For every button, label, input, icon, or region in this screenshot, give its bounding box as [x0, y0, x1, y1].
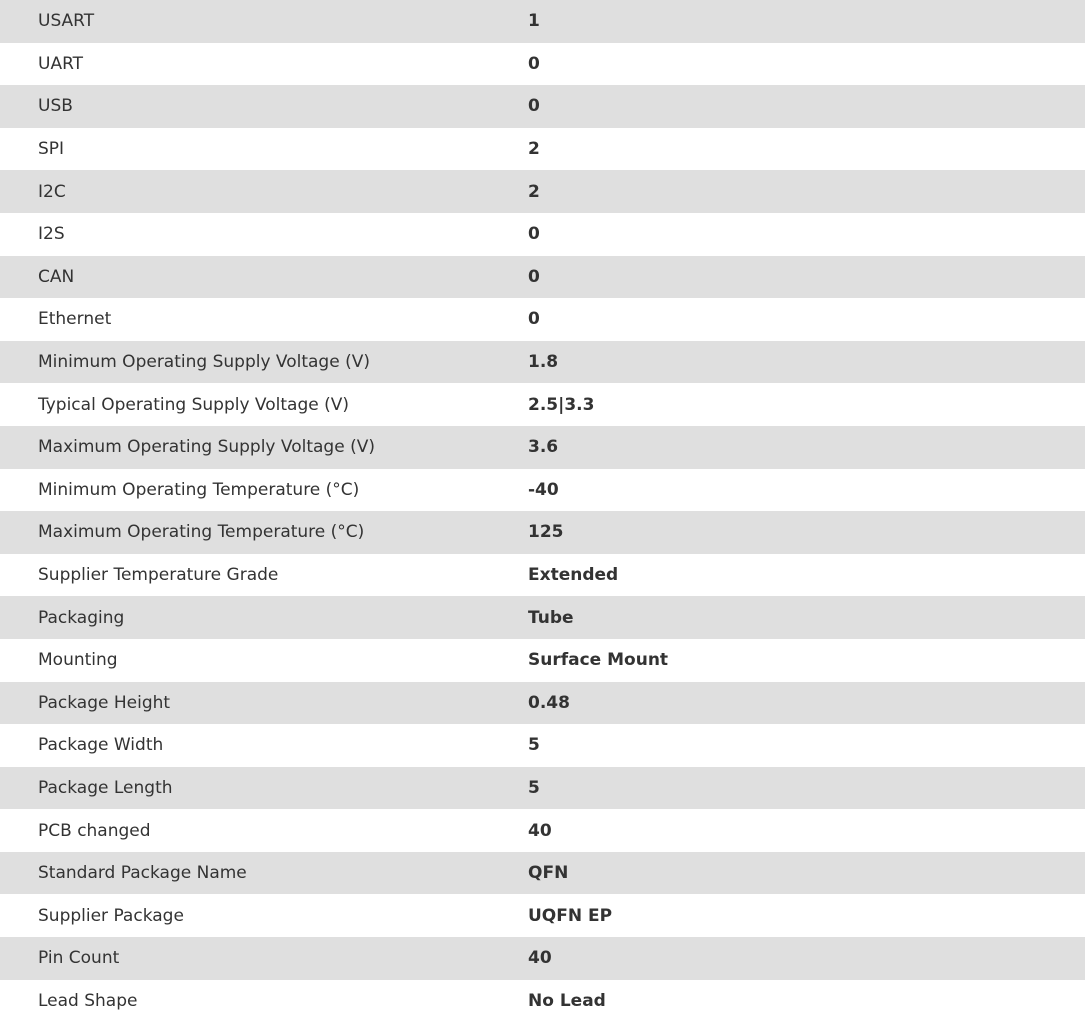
spec-value: 5 [528, 735, 540, 756]
spec-label: UART [38, 53, 84, 74]
spec-label: Standard Package Name [38, 863, 247, 884]
spec-label: Package Width [38, 735, 164, 756]
spec-value: 0 [528, 224, 540, 245]
spec-value: 0 [528, 96, 540, 117]
spec-value: 0 [528, 53, 540, 74]
spec-row-typ-supply-voltage [0, 383, 1085, 426]
spec-row-supplier-package [0, 894, 1085, 937]
spec-row-package-width [0, 724, 1085, 767]
spec-value: 2 [528, 181, 540, 202]
spec-row-max-temperature [0, 511, 1085, 554]
spec-label: Mounting [38, 650, 118, 671]
spec-row-temperature-grade [0, 554, 1085, 597]
spec-value: 125 [528, 522, 564, 543]
spec-label: Typical Operating Supply Voltage (V) [38, 394, 349, 415]
spec-row-min-temperature [0, 469, 1085, 512]
spec-row-spi [0, 128, 1085, 171]
spec-value: 1 [528, 11, 540, 32]
spec-row-packaging [0, 596, 1085, 639]
spec-value: 1.8 [528, 352, 559, 373]
spec-label: I2S [38, 224, 65, 245]
spec-value: UQFN EP [528, 905, 613, 926]
spec-label: Packaging [38, 607, 125, 628]
spec-label: I2C [38, 181, 66, 202]
spec-value: Tube [528, 607, 574, 628]
spec-label: SPI [38, 139, 65, 160]
spec-row-package-height [0, 682, 1085, 725]
spec-row-lead-shape [0, 980, 1085, 1019]
spec-row-can [0, 256, 1085, 299]
spec-row-max-supply-voltage [0, 426, 1085, 469]
spec-label: USB [38, 96, 73, 117]
spec-value: 2.5|3.3 [528, 394, 595, 415]
spec-value: 0.48 [528, 692, 570, 713]
spec-label: Maximum Operating Supply Voltage (V) [38, 437, 375, 458]
spec-value: 2 [528, 139, 540, 160]
spec-row-usb [0, 85, 1085, 128]
spec-value: 40 [528, 948, 552, 969]
spec-label: Minimum Operating Supply Voltage (V) [38, 352, 370, 373]
spec-row-i2c [0, 170, 1085, 213]
spec-row-ethernet [0, 298, 1085, 341]
spec-label: Supplier Package [38, 905, 184, 926]
spec-row-pin-count [0, 937, 1085, 980]
spec-row-standard-package-name [0, 852, 1085, 895]
spec-value: Surface Mount [528, 650, 669, 671]
spec-row-pcb-changed [0, 809, 1085, 852]
spec-value: 40 [528, 820, 552, 841]
spec-label: CAN [38, 266, 75, 287]
spec-value: 3.6 [528, 437, 559, 458]
spec-label: Lead Shape [38, 990, 138, 1011]
spec-label: Package Length [38, 777, 173, 798]
spec-value: 0 [528, 266, 540, 287]
spec-value: QFN [528, 863, 569, 884]
spec-label: PCB changed [38, 820, 151, 841]
spec-row-usart [0, 0, 1085, 43]
spec-value: 5 [528, 777, 540, 798]
spec-label: Ethernet [38, 309, 112, 330]
spec-label: USART [38, 11, 95, 32]
spec-label: Supplier Temperature Grade [38, 565, 279, 586]
spec-value: Extended [528, 565, 619, 586]
spec-row-i2s [0, 213, 1085, 256]
spec-row-min-supply-voltage [0, 341, 1085, 384]
spec-value: No Lead [528, 990, 606, 1011]
spec-value: -40 [528, 479, 559, 500]
spec-row-uart [0, 43, 1085, 86]
spec-label: Maximum Operating Temperature (°C) [38, 522, 365, 543]
spec-row-package-length [0, 767, 1085, 810]
spec-value: 0 [528, 309, 540, 330]
spec-label: Package Height [38, 692, 171, 713]
spec-row-mounting [0, 639, 1085, 682]
spec-label: Minimum Operating Temperature (°C) [38, 479, 360, 500]
spec-label: Pin Count [38, 948, 120, 969]
